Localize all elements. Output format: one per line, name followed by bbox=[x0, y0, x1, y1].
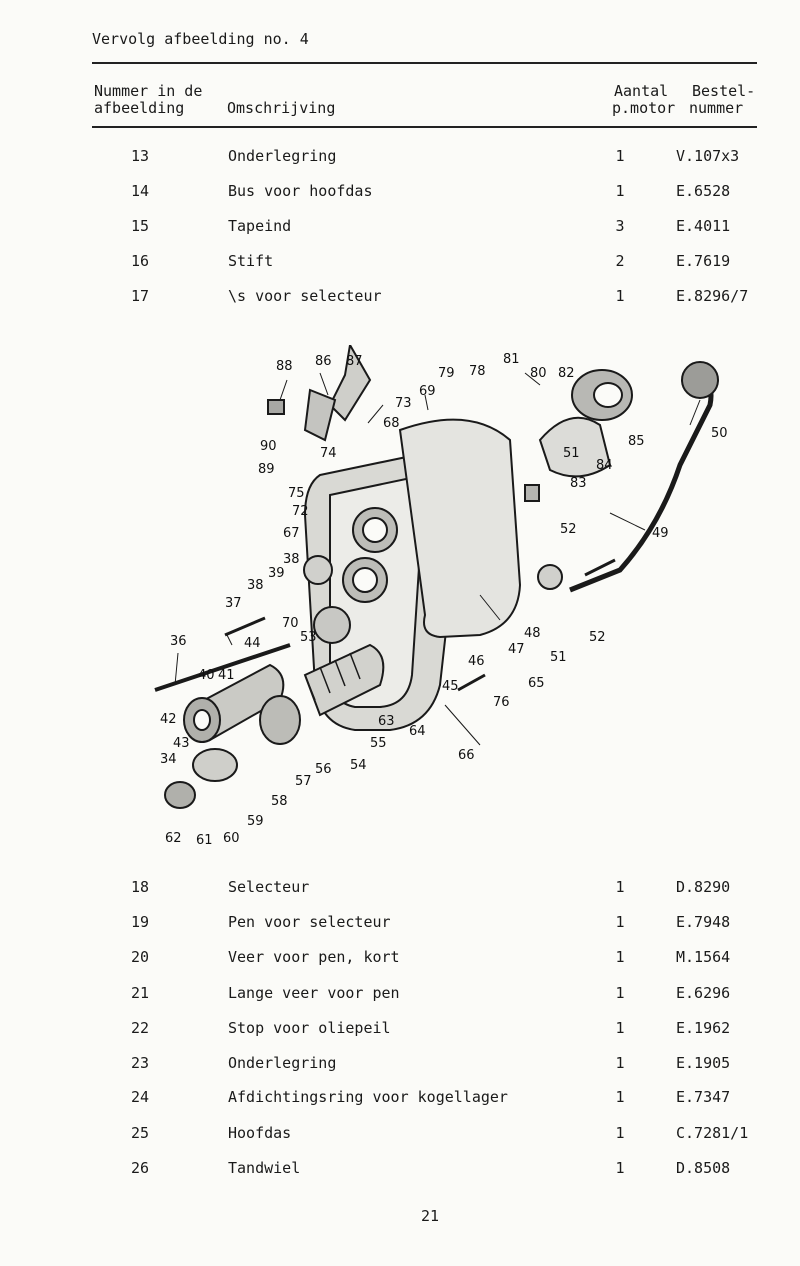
callout-42: 42 bbox=[160, 712, 177, 727]
bearing-bore-lower bbox=[353, 568, 377, 592]
row-number: 16 bbox=[130, 252, 150, 270]
row-order-number: E.1905 bbox=[676, 1054, 731, 1072]
callout-48: 48 bbox=[524, 626, 541, 641]
col-description: Omschrijving bbox=[227, 99, 336, 117]
row-number: 17 bbox=[130, 287, 150, 305]
row-order-number: E.6528 bbox=[676, 182, 731, 200]
nut bbox=[165, 782, 195, 808]
callout-70: 70 bbox=[282, 616, 299, 631]
row-number: 13 bbox=[130, 147, 150, 165]
callout-34: 34 bbox=[160, 752, 177, 767]
callout-82: 82 bbox=[558, 366, 575, 381]
callout-72: 72 bbox=[292, 504, 309, 519]
callout-57: 57 bbox=[295, 774, 312, 789]
callout-64: 64 bbox=[409, 724, 426, 739]
callout-90: 90 bbox=[260, 439, 277, 454]
callout-73: 73 bbox=[395, 396, 412, 411]
callout-80: 80 bbox=[530, 366, 547, 381]
callout-78: 78 bbox=[469, 364, 486, 379]
table-row bbox=[0, 913, 800, 935]
row-description: Hoofdas bbox=[228, 1124, 292, 1142]
bush-lower bbox=[314, 607, 350, 643]
callout-81: 81 bbox=[503, 352, 520, 367]
callout-55: 55 bbox=[370, 736, 387, 751]
table-row bbox=[0, 252, 800, 274]
callout-44: 44 bbox=[244, 636, 261, 651]
col-number-line1: Nummer in de bbox=[94, 82, 203, 100]
table-row bbox=[0, 948, 800, 970]
row-number: 20 bbox=[130, 948, 150, 966]
row-quantity: 1 bbox=[615, 913, 625, 931]
callout-39: 39 bbox=[268, 566, 285, 581]
callout-47: 47 bbox=[508, 642, 525, 657]
callout-54: 54 bbox=[350, 758, 367, 773]
callout-59: 59 bbox=[247, 814, 264, 829]
exploded-view-diagram bbox=[140, 345, 740, 855]
table-row bbox=[0, 1088, 800, 1110]
callout-51: 51 bbox=[550, 650, 567, 665]
page-title: Vervolg afbeelding no. 4 bbox=[92, 30, 309, 48]
selector-gear bbox=[260, 696, 300, 744]
spring-drum-bore bbox=[594, 383, 622, 407]
callout-36: 36 bbox=[170, 634, 187, 649]
callout-46: 46 bbox=[468, 654, 485, 669]
row-number: 22 bbox=[130, 1019, 150, 1037]
callout-50: 50 bbox=[711, 426, 728, 441]
row-quantity: 3 bbox=[615, 217, 625, 235]
sleeve-bore bbox=[194, 710, 210, 730]
row-quantity: 1 bbox=[615, 1019, 625, 1037]
callout-67: 67 bbox=[283, 526, 300, 541]
callout-63: 63 bbox=[378, 714, 395, 729]
row-order-number: E.4011 bbox=[676, 217, 731, 235]
callout-58: 58 bbox=[271, 794, 288, 809]
row-description: Selecteur bbox=[228, 878, 310, 896]
row-description: Onderlegring bbox=[228, 147, 337, 165]
row-quantity: 1 bbox=[615, 1159, 625, 1177]
row-quantity: 1 bbox=[615, 287, 625, 305]
row-description: Stift bbox=[228, 252, 274, 270]
nut-right bbox=[525, 485, 539, 501]
callout-68: 68 bbox=[383, 416, 400, 431]
row-description: Lange veer voor pen bbox=[228, 984, 400, 1002]
callout-76: 76 bbox=[493, 695, 510, 710]
row-description: Tandwiel bbox=[228, 1159, 301, 1177]
row-quantity: 1 bbox=[615, 147, 625, 165]
row-description: Tapeind bbox=[228, 217, 292, 235]
row-description: Pen voor selecteur bbox=[228, 913, 391, 931]
bolt-head bbox=[268, 400, 284, 414]
row-quantity: 1 bbox=[615, 182, 625, 200]
pin bbox=[225, 618, 265, 635]
callout-66: 66 bbox=[458, 748, 475, 763]
lever-boss bbox=[538, 565, 562, 589]
bearing-bore-upper bbox=[363, 518, 387, 542]
callout-53: 53 bbox=[300, 630, 317, 645]
col-order-line1: Bestel- bbox=[692, 82, 756, 100]
row-number: 23 bbox=[130, 1054, 150, 1072]
callout-88: 88 bbox=[276, 359, 293, 374]
callout-38: 38 bbox=[247, 578, 264, 593]
table-row bbox=[0, 1159, 800, 1181]
row-description: Veer voor pen, kort bbox=[228, 948, 400, 966]
callout-52: 52 bbox=[589, 630, 606, 645]
callout-40: 40 bbox=[198, 668, 215, 683]
callout-41: 41 bbox=[218, 668, 235, 683]
table-row bbox=[0, 1124, 800, 1146]
row-quantity: 1 bbox=[615, 948, 625, 966]
callout-86: 86 bbox=[315, 354, 332, 369]
row-number: 25 bbox=[130, 1124, 150, 1142]
callout-60: 60 bbox=[223, 831, 240, 846]
row-order-number: V.107x3 bbox=[676, 147, 740, 165]
callout-65: 65 bbox=[528, 676, 545, 691]
callout-45: 45 bbox=[442, 679, 459, 694]
row-description: Onderlegring bbox=[228, 1054, 337, 1072]
col-qty-line2: p.motor bbox=[612, 99, 676, 117]
row-number: 19 bbox=[130, 913, 150, 931]
kickstart-pivot bbox=[682, 362, 718, 398]
row-order-number: E.8296/7 bbox=[676, 287, 749, 305]
row-number: 14 bbox=[130, 182, 150, 200]
page-number: 21 bbox=[420, 1207, 440, 1225]
row-description: \s voor selecteur bbox=[228, 287, 382, 305]
row-order-number: E.7619 bbox=[676, 252, 731, 270]
row-number: 26 bbox=[130, 1159, 150, 1177]
row-quantity: 1 bbox=[615, 1088, 625, 1106]
callout-84: 84 bbox=[596, 458, 613, 473]
callout-52: 52 bbox=[560, 522, 577, 537]
callout-43: 43 bbox=[173, 736, 190, 751]
top-rule bbox=[92, 62, 757, 64]
row-number: 21 bbox=[130, 984, 150, 1002]
bush bbox=[304, 556, 332, 584]
callout-69: 69 bbox=[419, 384, 436, 399]
callout-87: 87 bbox=[346, 354, 363, 369]
row-description: Afdichtingsring voor kogellager bbox=[228, 1088, 508, 1106]
gear-plate bbox=[193, 749, 237, 781]
callout-38: 38 bbox=[283, 552, 300, 567]
callout-51: 51 bbox=[563, 446, 580, 461]
callout-83: 83 bbox=[570, 476, 587, 491]
table-row bbox=[0, 287, 800, 309]
callout-62: 62 bbox=[165, 831, 182, 846]
callout-61: 61 bbox=[196, 833, 213, 848]
callout-89: 89 bbox=[258, 462, 275, 477]
row-description: Bus voor hoofdas bbox=[228, 182, 373, 200]
callout-37: 37 bbox=[225, 596, 242, 611]
row-order-number: D.8290 bbox=[676, 878, 731, 896]
row-number: 18 bbox=[130, 878, 150, 896]
table-row bbox=[0, 1054, 800, 1076]
row-description: Stop voor oliepeil bbox=[228, 1019, 391, 1037]
row-order-number: D.8508 bbox=[676, 1159, 731, 1177]
row-order-number: M.1564 bbox=[676, 948, 731, 966]
callout-79: 79 bbox=[438, 366, 455, 381]
header-rule bbox=[92, 126, 757, 128]
table-row bbox=[0, 147, 800, 169]
callout-56: 56 bbox=[315, 762, 332, 777]
row-order-number: E.1962 bbox=[676, 1019, 731, 1037]
bracket bbox=[305, 390, 335, 440]
col-number-line2: afbeelding bbox=[94, 99, 185, 117]
callout-85: 85 bbox=[628, 434, 645, 449]
row-quantity: 1 bbox=[615, 1054, 625, 1072]
row-quantity: 2 bbox=[615, 252, 625, 270]
callout-49: 49 bbox=[652, 526, 669, 541]
callout-74: 74 bbox=[320, 446, 337, 461]
table-row bbox=[0, 1019, 800, 1041]
bolt bbox=[458, 675, 485, 690]
table-row bbox=[0, 878, 800, 900]
row-quantity: 1 bbox=[615, 878, 625, 896]
row-number: 15 bbox=[130, 217, 150, 235]
row-number: 24 bbox=[130, 1088, 150, 1106]
row-order-number: C.7281/1 bbox=[676, 1124, 749, 1142]
row-quantity: 1 bbox=[615, 1124, 625, 1142]
table-row bbox=[0, 182, 800, 204]
row-order-number: E.7948 bbox=[676, 913, 731, 931]
row-order-number: E.7347 bbox=[676, 1088, 731, 1106]
table-row bbox=[0, 217, 800, 239]
col-order-line2: nummer bbox=[689, 99, 744, 117]
col-qty-line1: Aantal bbox=[614, 82, 669, 100]
row-order-number: E.6296 bbox=[676, 984, 731, 1002]
callout-75: 75 bbox=[288, 486, 305, 501]
table-row bbox=[0, 984, 800, 1006]
row-quantity: 1 bbox=[615, 984, 625, 1002]
